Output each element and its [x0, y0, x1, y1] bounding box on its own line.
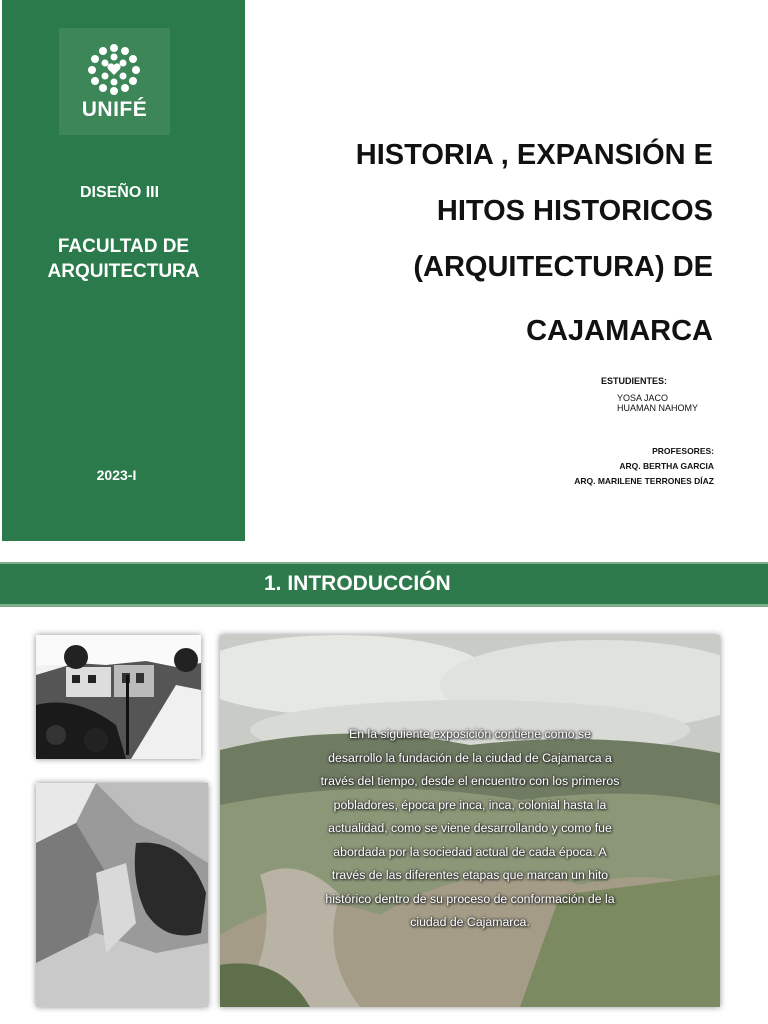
professor-name: ARQ. BERTHA GARCIA: [619, 461, 714, 471]
student-name: YOSA JACO: [617, 393, 669, 403]
title-line: CAJAMARCA: [526, 315, 713, 347]
professors-block: [574, 444, 714, 489]
professor-name: ARQ. MARILENE TERRONES DÍAZ: [574, 476, 714, 486]
section-header-bar: [0, 562, 768, 607]
intro-line: desarrollo la fundación de la ciudad de Cajamarca a: [328, 750, 612, 765]
cave-rock-photo: [36, 783, 208, 1007]
course-name: DISEÑO III: [79, 184, 160, 201]
logo: [59, 28, 170, 135]
title-line: HITOS HISTORICOS: [436, 195, 713, 227]
intro-paragraph: [296, 723, 644, 935]
title-line: HISTORIA , EXPANSIÓN E: [355, 139, 713, 171]
intro-line: través de las diferentes etapas que marcan un hito: [331, 868, 609, 882]
intro-line: abordada por la sociedad actual de cada época. A: [333, 844, 607, 859]
intro-line: pobladores, época pre inca, inca, colonial hasta la: [333, 797, 607, 812]
faculty-name: [2, 234, 245, 284]
section-title: 1. INTRODUCCIÓN: [264, 572, 451, 595]
faculty-line: ARQUITECTURA: [47, 261, 200, 282]
semester-year: 2023-I: [96, 467, 137, 483]
student-name: HUAMAN NAHOMY: [617, 403, 699, 413]
sidebar-panel: [2, 0, 245, 541]
flower-logo-icon: [85, 42, 143, 98]
intro-line: través del tiempo, desde el encuentro con los primeros: [320, 774, 620, 788]
students-label: ESTUDIENTES:: [601, 376, 668, 386]
document-title: [356, 127, 713, 359]
title-line: (ARQUITECTURA) DE: [413, 251, 713, 283]
intro-line: actualidad, como se viene desarrollando y como fue: [328, 821, 612, 835]
logo-text: UNIFÉ: [81, 98, 148, 121]
faculty-line: FACULTAD DE: [57, 236, 190, 257]
students-list: [617, 393, 698, 413]
intro-line: En la siguiente exposición contiene como se: [349, 727, 591, 741]
intro-line: ciudad de Cajamarca.: [410, 915, 530, 929]
intro-line: histórico dentro de su proceso de conformación de la: [325, 891, 615, 906]
historic-street-photo: [36, 635, 201, 759]
professors-label: PROFESORES:: [652, 446, 714, 456]
